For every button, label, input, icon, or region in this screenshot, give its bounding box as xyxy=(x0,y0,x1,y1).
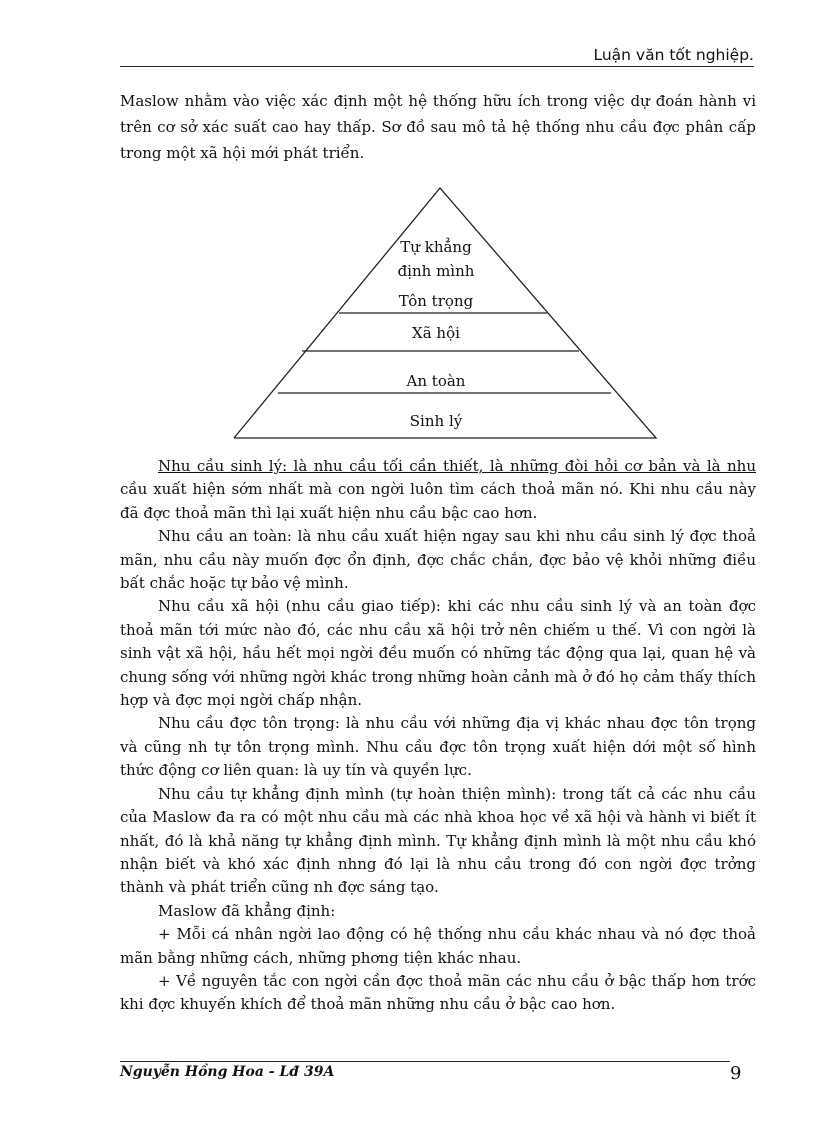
paragraph-esteem: Nhu cầu đợc tôn trọng: là nhu cầu với những địa vị khác nhau đợc tôn trọng và cũng nh tự tôn trọng mình. Nhu cầu đợc tôn trọng xuất hiện dới một số hình thức động cơ liên quan: là uy tín và quyền lực. xyxy=(120,714,756,780)
intro-paragraph: Maslow nhằm vào việc xác định một hệ thống hữu ích trong việc dự đoán hành vi trên cơ sở xác suất cao hay thấp. Sơ đồ sau mô tả hệ thống nhu cầu đợc phân cấp trong một xã hội mới phát triển. xyxy=(120,92,756,162)
footer-rule xyxy=(120,1061,730,1062)
paragraph-physiological-underlined: Nhu cầu sinh lý: là nhu cầu tối cần thiết, là những đòi hỏi cơ bản và là nhu xyxy=(158,457,756,475)
paragraph-maslow-affirmed: Maslow đã khẳng định: xyxy=(158,901,336,920)
pyramid-level-social: Xã hội xyxy=(412,324,460,342)
paragraph-physiological-rest: cầu xuất hiện sớm nhất mà con ngời luôn tìm cách thoả mãn nó. Khi nhu cầu này đã đợc thoả mãn thì lại xuất hiện nhu cầu bậc cao hơn. xyxy=(120,480,756,522)
pyramid-level-physiological: Sinh lý xyxy=(409,412,463,430)
pyramid-level-self-actualization-line1: Tự khẳng xyxy=(400,238,472,256)
paragraph-self-actualization: Nhu cầu tự khẳng định mình (tự hoàn thiện mình): trong tất cả các nhu cầu của Maslow đa ra có một nhu cầu mà các nhà khoa học về xã hội và hành vi biết ít nhất, đó là khả năng tự khẳng định mình. Tự khẳng định mình là một nhu cầu khó nhận biết và khó xác định nhng đó lại là nhu cầu trong đó con ngời đợc trởng thành và phát triển cũng nh đợc sáng tạo. xyxy=(120,784,756,897)
paragraph-physiological xyxy=(120,455,756,525)
paragraph-social: Nhu cầu xã hội (nhu cầu giao tiếp): khi các nhu cầu sinh lý và an toàn đợc thoả mãn tới mức nào đó, các nhu cầu xã hội trở nên chiếm u thế. Vì con ngời là sinh vật xã hội, hầu hết mọi ngời đều muốn có những tác động qua lại, quan hệ và chung sống với những ngời khác trong những hoàn cảnh mà ở đó họ cảm thấy thích hợp và đợc mọi ngời chấp nhận. xyxy=(120,597,756,710)
pyramid-level-safety: An toàn xyxy=(406,372,466,390)
paragraph-point-2: + Về nguyên tắc con ngời cần đợc thoả mãn các nhu cầu ở bậc thấp hơn trớc khi đợc khuyến khích để thoả mãn những nhu cầu ở bậc cao hơn. xyxy=(120,971,756,1014)
body-text xyxy=(120,455,756,1017)
maslow-pyramid-diagram xyxy=(200,182,660,444)
paragraph-safety: Nhu cầu an toàn: là nhu cầu xuất hiện ngay sau khi nhu cầu sinh lý đợc thoả mãn, nhu cầu này muốn đợc ổn định, đợc chắc chắn, đợc bảo vệ khỏi những điều bất chắc hoặc tự bảo vệ mình. xyxy=(120,527,756,593)
footer-author: Nguyễn Hồng Hoa - Lđ 39A xyxy=(120,1064,335,1080)
header-title: Luận văn tốt nghiệp. xyxy=(593,46,754,64)
pyramid-level-esteem: Tôn trọng xyxy=(398,292,474,310)
header-rule xyxy=(120,66,754,67)
page-number: 9 xyxy=(730,1063,742,1084)
paragraph-point-1: + Mỗi cá nhân ngời lao động có hệ thống nhu cầu khác nhau và nó đợc thoả mãn bằng những cách, những phơng tiện khác nhau. xyxy=(120,925,756,967)
pyramid-level-self-actualization-line2: định mình xyxy=(397,262,475,280)
